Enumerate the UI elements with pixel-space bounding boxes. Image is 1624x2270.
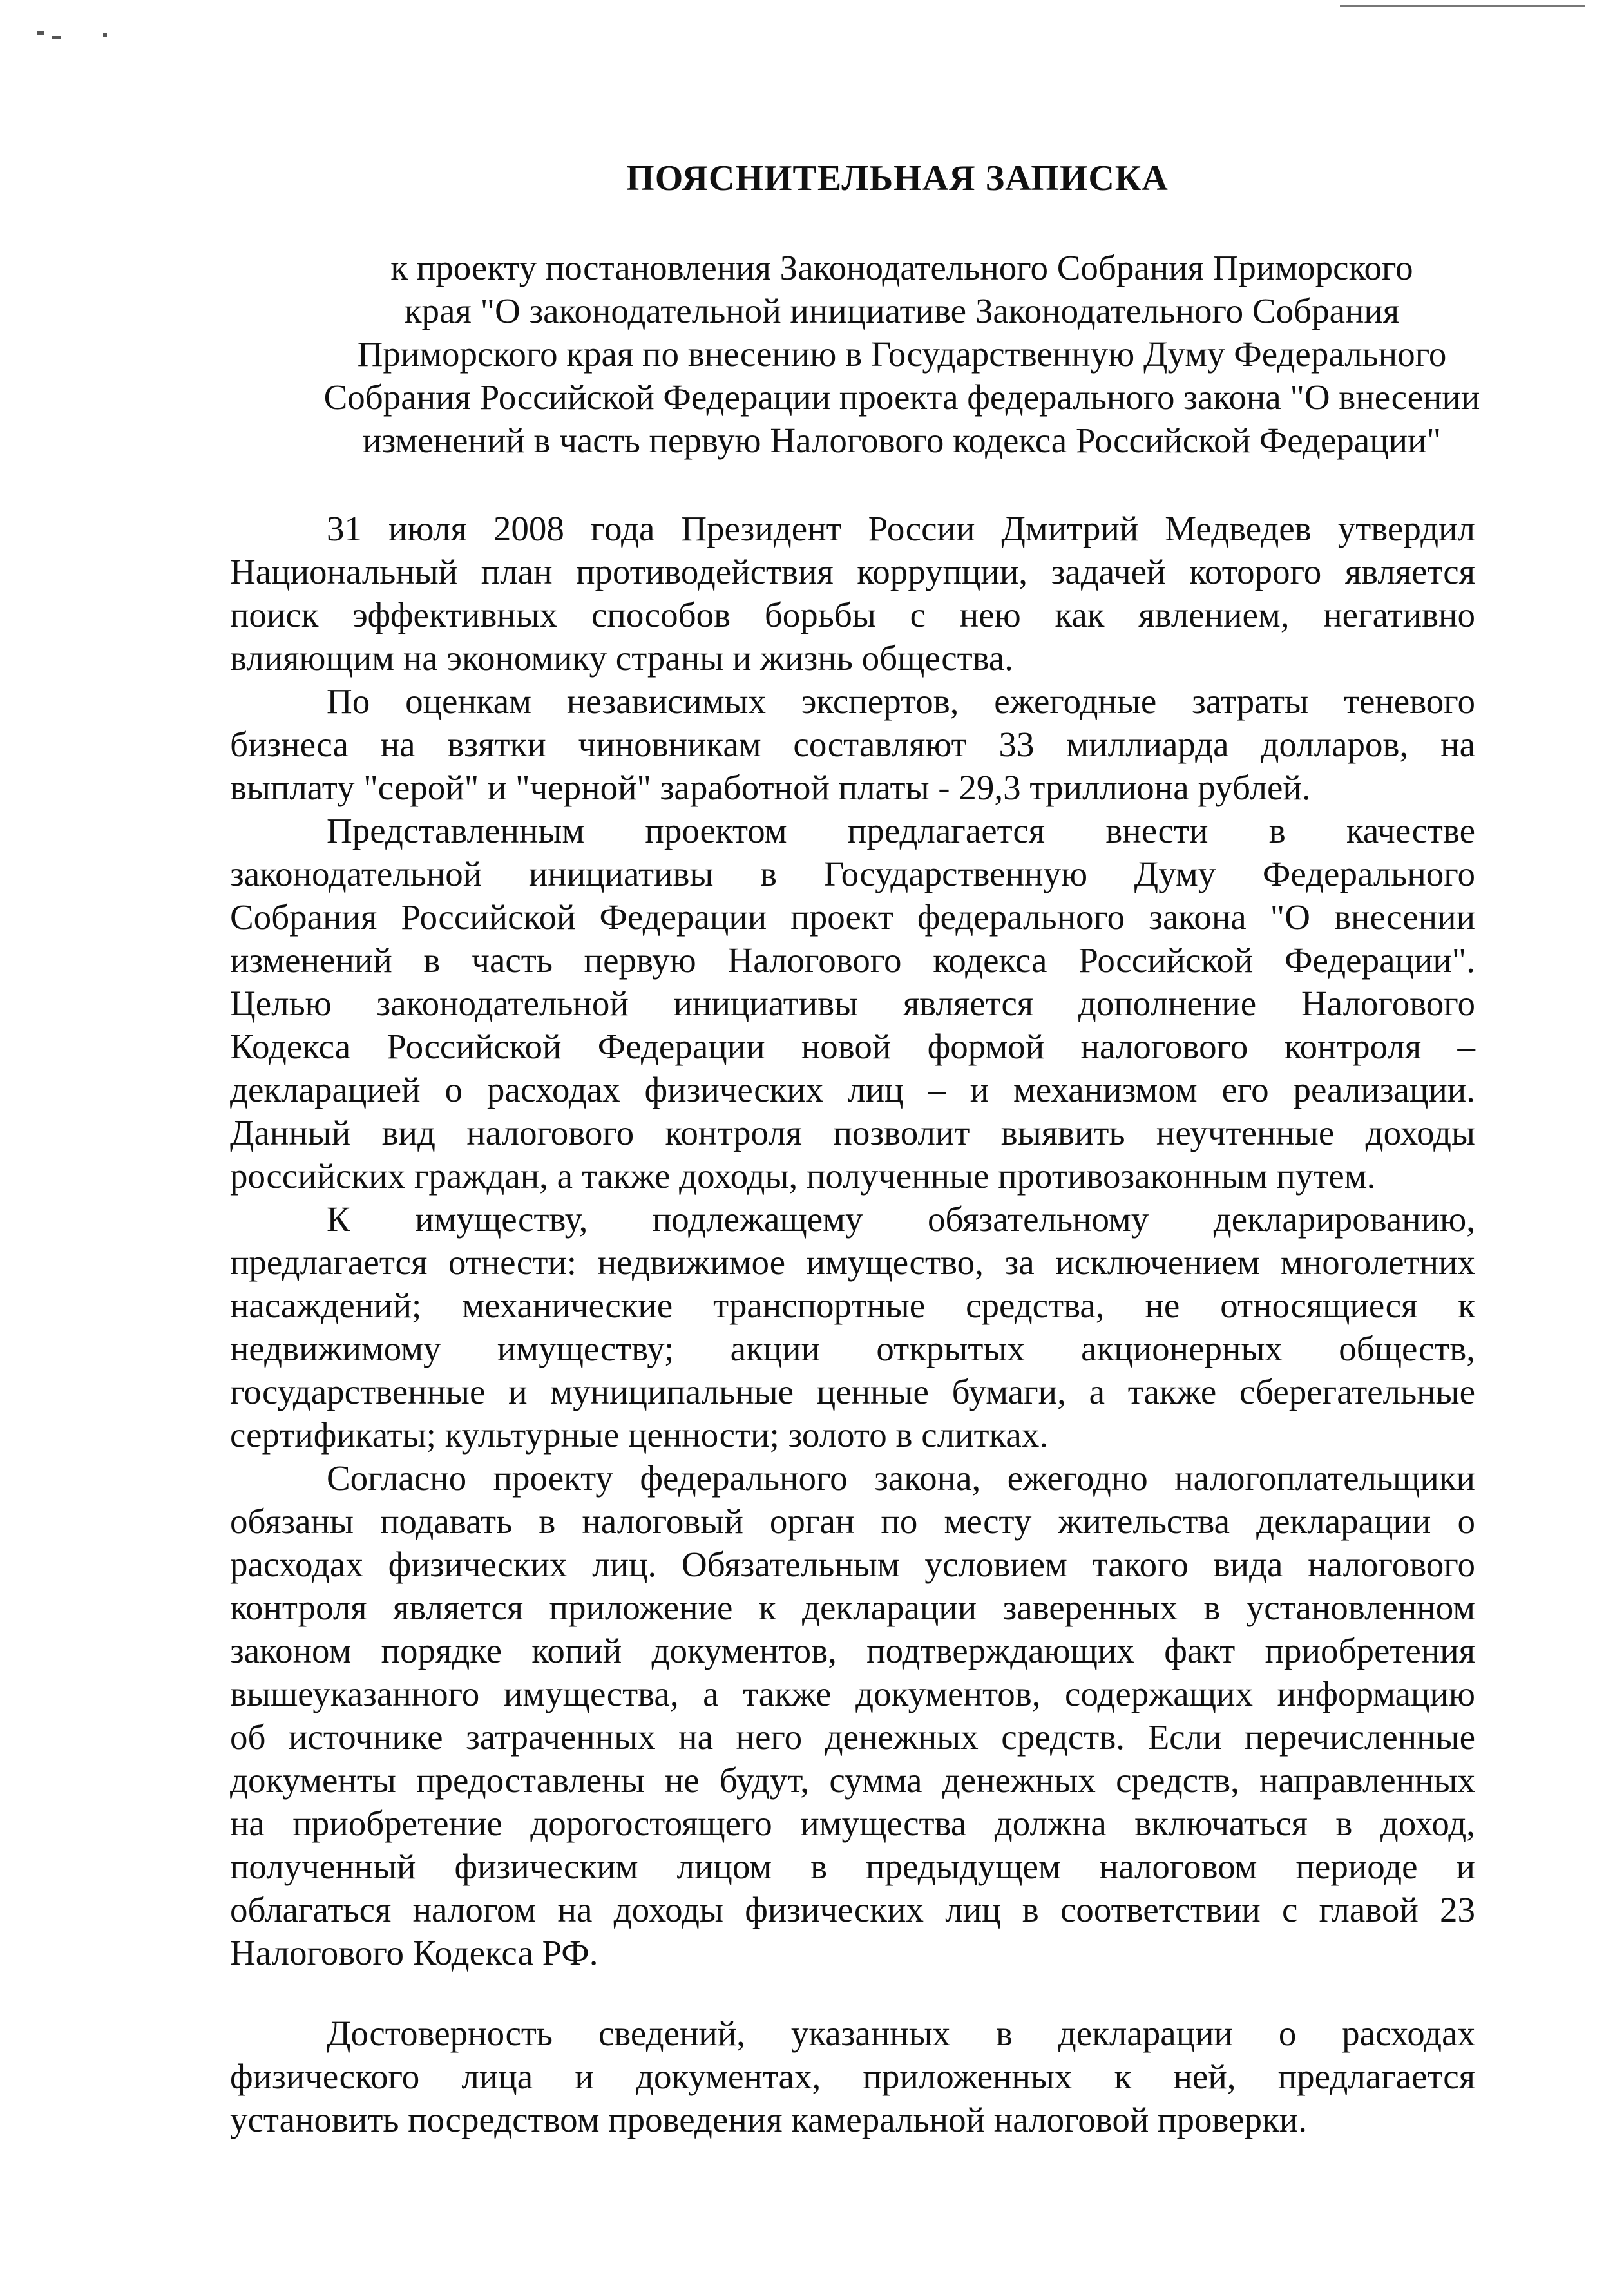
paragraph-line: предлагается отнести: недвижимое имущество, за исключением многолетних <box>230 1243 1475 1282</box>
paragraph-line: Согласно проекту федерального закона, ежегодно налогоплательщики <box>327 1458 1475 1498</box>
subtitle-line: Приморского края по внесению в Государственную Думу Федерального <box>357 334 1447 374</box>
paragraph-line: Налогового Кодекса РФ. <box>230 1933 598 1972</box>
paragraph-line: законом порядке копий документов, подтверждающих факт приобретения <box>230 1631 1475 1670</box>
paragraph-line: установить посредством проведения камеральной налоговой проверки. <box>230 2100 1307 2139</box>
paragraph-line: российских граждан, а также доходы, полученные противозаконным путем. <box>230 1156 1376 1196</box>
scan-artifact-mark <box>103 33 107 37</box>
paragraph-line: К имуществу, подлежащему обязательному декларированию, <box>327 1199 1475 1239</box>
paragraph-line: обязаны подавать в налоговый орган по месту жительства декларации о <box>230 1502 1475 1541</box>
paragraph <box>230 1197 1475 1456</box>
subtitle-line: Собрания Российской Федерации проекта федерального закона "О внесении <box>323 377 1480 417</box>
paragraph-line: изменений в часть первую Налогового кодекса Российской Федерации". <box>230 940 1475 980</box>
paragraph-line: декларацией о расходах физических лиц – и механизмом его реализации. <box>230 1070 1475 1109</box>
paragraph-line: облагаться налогом на доходы физических лиц в соответствии с главой 23 <box>230 1890 1475 1929</box>
paragraph-line: физического лица и документах, приложенных к ней, предлагается <box>230 2057 1475 2096</box>
paragraph-line: 31 июля 2008 года Президент России Дмитрий Медведев утвердил <box>327 509 1475 548</box>
paragraph-line: влияющим на экономику страны и жизнь общества. <box>230 638 1014 678</box>
paragraph-line: документы предоставлены не будут, сумма денежных средств, направленных <box>230 1760 1475 1800</box>
paragraph <box>230 680 1475 809</box>
paragraph-line: Представленным проектом предлагается внести в качестве <box>327 811 1475 850</box>
scan-artifact-mark <box>52 36 61 39</box>
subtitle-line: края "О законодательной инициативе Законодательного Собрания <box>404 291 1400 330</box>
paragraph-line: выплату "серой" и "черной" заработной платы - 29,3 триллиона рублей. <box>230 768 1311 807</box>
paragraph <box>230 2012 1475 2141</box>
paragraph-line: контроля является приложение к декларации заверенных в установленном <box>230 1588 1475 1627</box>
paragraph-line: Достоверность сведений, указанных в декларации о расходах <box>327 2014 1475 2053</box>
paragraph-line: вышеуказанного имущества, а также документов, содержащих информацию <box>230 1674 1475 1713</box>
subtitle-line: изменений в часть первую Налогового кодекса Российской Федерации" <box>363 421 1441 460</box>
paragraph-line: Данный вид налогового контроля позволит выявить неучтенные доходы <box>230 1113 1475 1152</box>
paragraph-line: По оценкам независимых экспертов, ежегодные затраты теневого <box>327 682 1475 721</box>
paragraph-line: сертификаты; культурные ценности; золото в слитках. <box>230 1415 1049 1455</box>
paragraph-line: Целью законодательной инициативы является дополнение Налогового <box>230 984 1475 1023</box>
paragraph-line: Собрания Российской Федерации проект федерального закона "О внесении <box>230 897 1475 937</box>
paragraph <box>230 809 1475 1197</box>
paragraph-line: полученный физическим лицом в предыдущем налоговом периоде и <box>230 1847 1475 1886</box>
paragraph-line: государственные и муниципальные ценные бумаги, а также сберегательные <box>230 1372 1475 1411</box>
paragraph-line: поиск эффективных способов борьбы с нею как явлением, негативно <box>230 595 1475 634</box>
document-body <box>230 507 1475 2141</box>
scan-artifact-line <box>1340 5 1585 7</box>
paragraph <box>230 507 1475 680</box>
document-subtitle <box>245 246 1559 462</box>
paragraph-line: насаждений; механические транспортные средства, не относящиеся к <box>230 1286 1475 1325</box>
paragraph-line: об источнике затраченных на него денежных средств. Если перечисленные <box>230 1717 1475 1757</box>
document-title: ПОЯСНИТЕЛЬНАЯ ЗАПИСКА <box>626 158 1169 198</box>
scan-artifact-mark <box>37 31 44 35</box>
paragraph-line: Кодекса Российской Федерации новой формой налогового контроля – <box>230 1027 1475 1066</box>
paragraph-line: расходах физических лиц. Обязательным условием такого вида налогового <box>230 1545 1475 1584</box>
paragraph-line: законодательной инициативы в Государственную Думу Федерального <box>230 854 1475 893</box>
paragraph-line: на приобретение дорогостоящего имущества должна включаться в доход, <box>230 1804 1475 1843</box>
paragraph-line: недвижимому имуществу; акции открытых акционерных обществ, <box>230 1329 1475 1368</box>
paragraph <box>230 1456 1475 1974</box>
subtitle-line: к проекту постановления Законодательного Собрания Приморского <box>390 248 1413 287</box>
paragraph-line: Национальный план противодействия коррупции, задачей которого является <box>230 552 1475 591</box>
paragraph-line: бизнеса на взятки чиновникам составляют 33 миллиарда долларов, на <box>230 725 1475 764</box>
